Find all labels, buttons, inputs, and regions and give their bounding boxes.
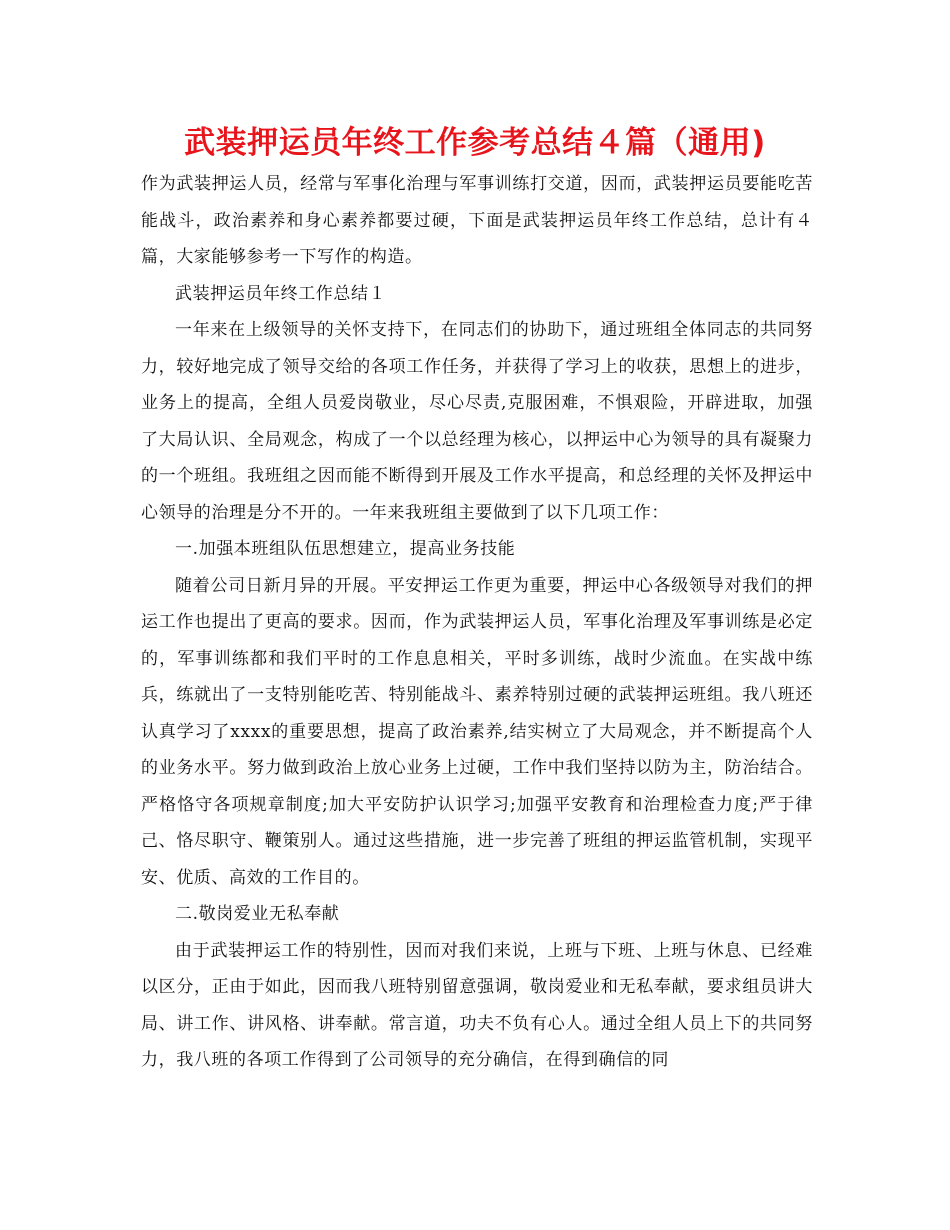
body-paragraph: 随着公司日新月异的开展。平安押运工作更为重要，押运中心各级领导对我们的押运工作也提出了更高的要求。因而，作为武装押运人员，军事化治理及军事训练是必定的，军事训练都和我们平时的工作息息相关，平时多训练，战时少流血。在实战中练兵，练就出了一支特别能吃苦、特别能战斗、素养特别过硬的武装押运班组。我八班还认真学习了xxxx的重要思想，提高了政治素养,结实树立了大局观念，并不断提高个人的业务水平。努力做到政治上放心业务上过硬，工作中我们坚持以防为主，防治结合。严格恪守各项规章制度;加大平安防护认识学习;加强平安教育和治理检查力度;严于律己、恪尽职守、鞭策别人。通过这些措施，进一步完善了班组的押运监管机制，实现平安、优质、高效的工作目的。 [141,575,813,888]
document-title: 武装押运员年终工作参考总结４篇（通用) [184,125,766,161]
body-paragraph: 由于武装押运工作的特别性，因而对我们来说，上班与下班、上班与休息、已经难以区分，正由于如此，因而我八班特别留意强调，敬岗爱业和无私奉献，要求组员讲大局、讲工作、讲风格、讲奉献。常言道，功夫不负有心人。通过全组人员上下的共同努力，我八班的各项工作得到了公司领导的充分确信，在得到确信的同 [141,940,813,1070]
body-paragraph: 一年来在上级领导的关怀支持下，在同志们的协助下，通过班组全体同志的共同努力，较好地完成了领导交给的各项工作任务，并获得了学习上的收获，思想上的进步，业务上的提高，全组人员爱岗敬业，尽心尽责,克服困难，不惧艰险，开辟进取，加强了大局认识、全局观念，构成了一个以总经理为核心，以押运中心为领导的具有凝聚力的一个班组。我班组之因而能不断得到开展及工作水平提高，和总经理的关怀及押运中心领导的治理是分不开的。一年来我班组主要做到了以下几项工作： [141,320,813,523]
section-heading-summary-1: 武装押运员年终工作总结１ [175,283,387,304]
section-heading-1: 一.加强本班组队伍思想建立，提高业务技能 [175,539,516,559]
document-body [141,166,813,1079]
section-heading-2: 二.敬岗爱业无私奉献 [175,904,340,924]
intro-paragraph: 作为武装押运人员，经常与军事化治理与军事训练打交道，因而，武装押运员要能吃苦能战斗，政治素养和身心素养都要过硬，下面是武装押运员年终工作总结，总计有４篇，大家能够参考一下写作的构造。 [141,174,813,267]
